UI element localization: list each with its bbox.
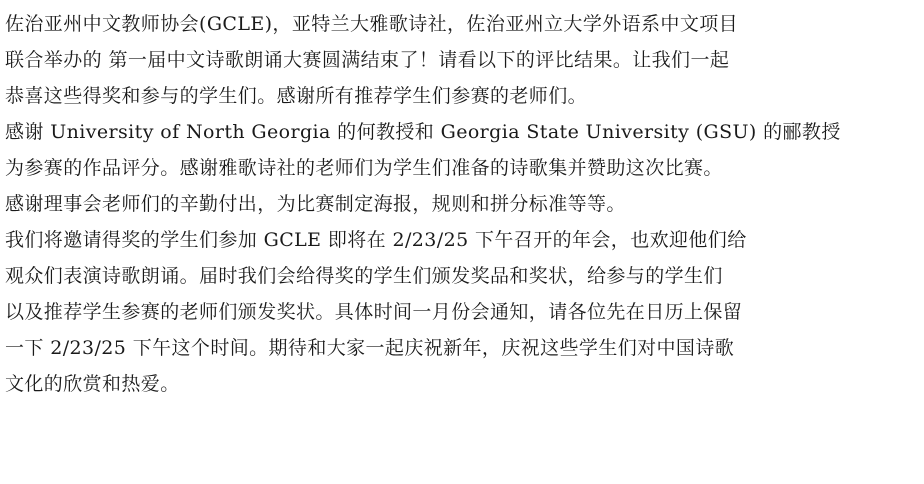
text-line-9: 以及推荐学生参赛的老师们颁发奖状。具体时间一月份会通知，请各位先在日历上保留 [5, 301, 743, 323]
text-line-8: 观众们表演诗歌朗诵。届时我们会给得奖的学生们颁发奖品和奖状，给参与的学生们 [5, 265, 723, 287]
text-line-3: 恭喜这些得奖和参与的学生们。感谢所有推荐学生们参赛的老师们。 [5, 85, 588, 107]
text-line-10: 一下 2/23/25 下午这个时间。期待和大家一起庆祝新年，庆祝这些学生们对中国诗歌 [5, 337, 735, 359]
text-line-5: 为参赛的作品评分。感谢雅歌诗社的老师们为学生们准备的诗歌集并赞助这次比赛。 [5, 157, 723, 179]
text-line-4: 感谢 University of North Georgia 的何教授和 Georgia State University (GSU) 的郦教授 [5, 121, 841, 143]
text-line-1: 佐治亚州中文教师协会(GCLE)，亚特兰大雅歌诗社，佐治亚州立大学外语系中文项目 [5, 13, 739, 35]
text-line-11: 文化的欣赏和热爱。 [5, 373, 180, 395]
text-line-2: 联合举办的 第一届中文诗歌朗诵大赛圆满结束了！请看以下的评比结果。让我们一起 [5, 49, 730, 71]
text-line-7: 我们将邀请得奖的学生们参加 GCLE 即将在 2/23/25 下午召开的年会，也欢迎他们给 [5, 229, 747, 251]
text-line-6: 感谢理事会老师们的辛勤付出，为比赛制定海报，规则和拼分标准等等。 [5, 193, 626, 215]
